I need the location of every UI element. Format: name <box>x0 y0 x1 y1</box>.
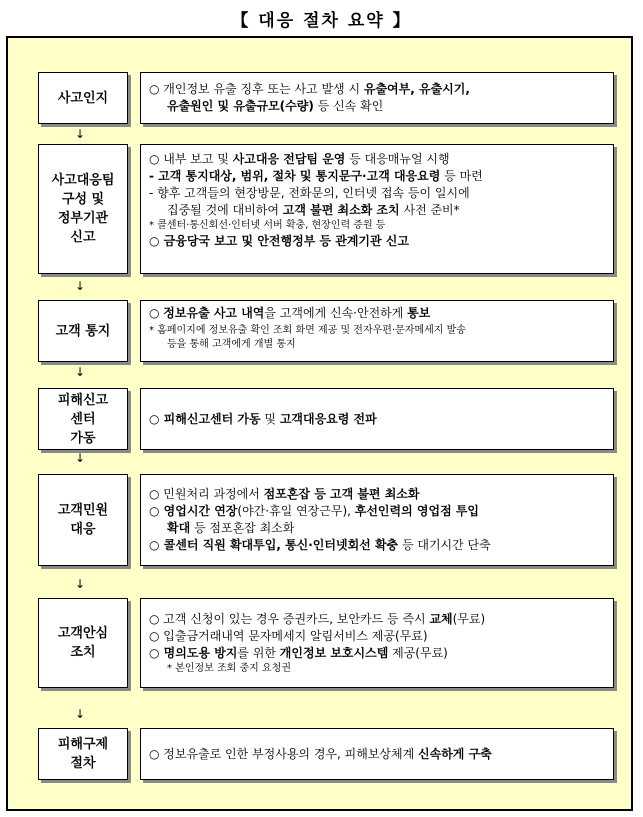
desc-line <box>149 81 605 98</box>
desc-line <box>149 411 605 428</box>
desc-text: * 본인정보 조회 중지 요청권 <box>167 662 291 674</box>
emphasis-text: 고객 불편 최소화 조치 <box>282 203 400 217</box>
desc-footnote <box>149 219 605 233</box>
emphasis-text: 교체 <box>429 611 453 626</box>
step-box-customer-complaints <box>38 474 128 566</box>
desc-text: ○ 민원처리 과정에서 <box>149 487 264 501</box>
step-box-customer-reassurance <box>38 598 128 688</box>
page-title: 【 대응 절차 요약 】 <box>231 11 412 31</box>
step-description-damage-report-center <box>140 388 614 450</box>
step-box-customer-notification <box>38 300 128 362</box>
step-box-damage-relief <box>38 728 128 780</box>
emphasis-text: 고객대응요령 전파 <box>279 411 377 426</box>
procedure-frame <box>6 36 633 811</box>
desc-line <box>149 202 605 219</box>
desc-text: 를 위한 <box>237 645 280 660</box>
step-label: 고객안심 조치 <box>57 626 109 660</box>
emphasis-text: 확대 <box>167 521 191 535</box>
desc-text: 및 <box>260 411 280 426</box>
desc-line <box>149 486 605 503</box>
desc-line <box>149 168 605 185</box>
down-arrow-icon: ↓ <box>75 365 86 379</box>
desc-text: ○ 내부 보고 및 <box>149 152 233 166</box>
emphasis-text: ○ 명의도용 방지 <box>149 645 238 660</box>
step-description-incident-recognition <box>140 72 614 124</box>
desc-text: 을 고객에게 신속·안전하게 <box>264 306 408 320</box>
desc-text: 사전 준비* <box>399 203 460 217</box>
desc-text: 등을 통해 고객에게 개별 통지 <box>167 339 296 350</box>
desc-text: 등 대기시간 단축 <box>398 538 491 552</box>
down-arrow-icon: ↓ <box>75 279 86 293</box>
desc-line <box>149 520 605 537</box>
down-arrow-icon: ↓ <box>75 707 86 721</box>
emphasis-text: 후선인력의 영업점 투입 <box>354 504 480 518</box>
step-label: 피해신고 센터 가동 <box>57 392 109 446</box>
desc-text: ○ 고객 신청이 있는 경우 증권카드, 보안카드 등 즉시 <box>149 611 430 626</box>
desc-line <box>149 151 605 168</box>
desc-line <box>149 746 605 763</box>
step-label: 고객 통지 <box>55 323 111 339</box>
emphasis-text: ○ 콜센터 직원 확대투입, 통신·인터넷회선 확충 <box>149 538 399 552</box>
step-box-incident-recognition <box>38 72 128 124</box>
desc-text: 제공(무료) <box>388 645 448 660</box>
step-description-damage-relief <box>140 728 614 780</box>
emphasis-text: ○ 금융당국 보고 및 안전행정부 등 관계기관 신고 <box>149 234 409 248</box>
desc-text: ○ <box>149 306 164 320</box>
step-description-customer-complaints <box>140 474 614 566</box>
emphasis-text: 유출여부, 유출시기, <box>363 82 470 96</box>
desc-line <box>149 233 605 250</box>
desc-footnote <box>149 662 605 676</box>
emphasis-text: 정보유출 사고 내역 <box>163 306 265 320</box>
emphasis-text: 점포혼잡 등 고객 불편 최소화 <box>263 487 420 501</box>
desc-footnote <box>149 338 605 352</box>
down-arrow-icon: ↓ <box>75 127 86 141</box>
step-box-response-team <box>38 144 128 274</box>
desc-text: - 향후 고객들의 현장방문, 전화문의, 인터넷 접속 등이 일시에 <box>149 186 470 200</box>
desc-line <box>149 503 605 520</box>
desc-line <box>149 628 605 645</box>
step-label: 피해구제 절차 <box>57 737 109 771</box>
step-label: 고객민원 대응 <box>57 503 109 537</box>
emphasis-text: 개인정보 보호시스템 <box>279 645 389 660</box>
down-arrow-icon: ↓ <box>75 577 86 591</box>
desc-line <box>149 185 605 202</box>
emphasis-text: - 고객 통지대상, 범위, 절차 및 통지문구·고객 대응요령 <box>149 169 441 183</box>
step-description-customer-reassurance <box>140 598 614 688</box>
desc-line <box>149 537 605 554</box>
step-label: 사고대응팀 구성 및 정부기관 신고 <box>51 173 115 245</box>
desc-text: (야간·휴일 연장근무), <box>237 504 355 518</box>
desc-line <box>149 611 605 628</box>
desc-text: * 콜센터·통신회선·인터넷 서버 확충, 현장인력 증원 등 <box>149 220 386 231</box>
step-description-response-team <box>140 144 614 274</box>
desc-text: ○ 개인정보 유출 징후 또는 사고 발생 시 <box>149 82 364 96</box>
desc-text: (무료) <box>452 611 486 626</box>
desc-text: 등 대응매뉴얼 시행 <box>345 152 450 166</box>
emphasis-text: ○ 영업시간 연장 <box>149 504 238 518</box>
desc-line <box>149 645 605 662</box>
step-description-customer-notification <box>140 300 614 362</box>
desc-text: ○ 정보유출로 인한 부정사용의 경우, 피해보상체계 <box>149 746 419 761</box>
emphasis-text: 신속하게 구축 <box>418 746 492 761</box>
down-arrow-icon: ↓ <box>75 451 86 465</box>
step-box-damage-report-center <box>38 388 128 450</box>
desc-text: 등 신속 확인 <box>313 99 384 113</box>
desc-line <box>149 305 605 322</box>
emphasis-text: 유출원인 및 유출규모(수량) <box>167 99 314 113</box>
desc-text: ○ 입출금거래내역 문자메세지 알림서비스 제공(무료) <box>149 628 428 643</box>
desc-text: * 홈페이지에 정보유출 확인 조회 화면 제공 및 전자우편·문자메세지 발송 <box>149 325 466 336</box>
desc-text: 집중될 것에 대비하여 <box>167 203 283 217</box>
desc-footnote <box>149 324 605 338</box>
emphasis-text: 통보 <box>407 306 431 320</box>
desc-text: 등 점포혼잡 최소화 <box>190 521 295 535</box>
desc-text: 등 마련 <box>440 169 483 183</box>
emphasis-text: 사고대응 전담팀 운영 <box>232 152 346 166</box>
desc-line <box>149 98 605 115</box>
emphasis-text: ○ 피해신고센터 가동 <box>149 411 261 426</box>
step-label: 사고인지 <box>57 90 109 106</box>
